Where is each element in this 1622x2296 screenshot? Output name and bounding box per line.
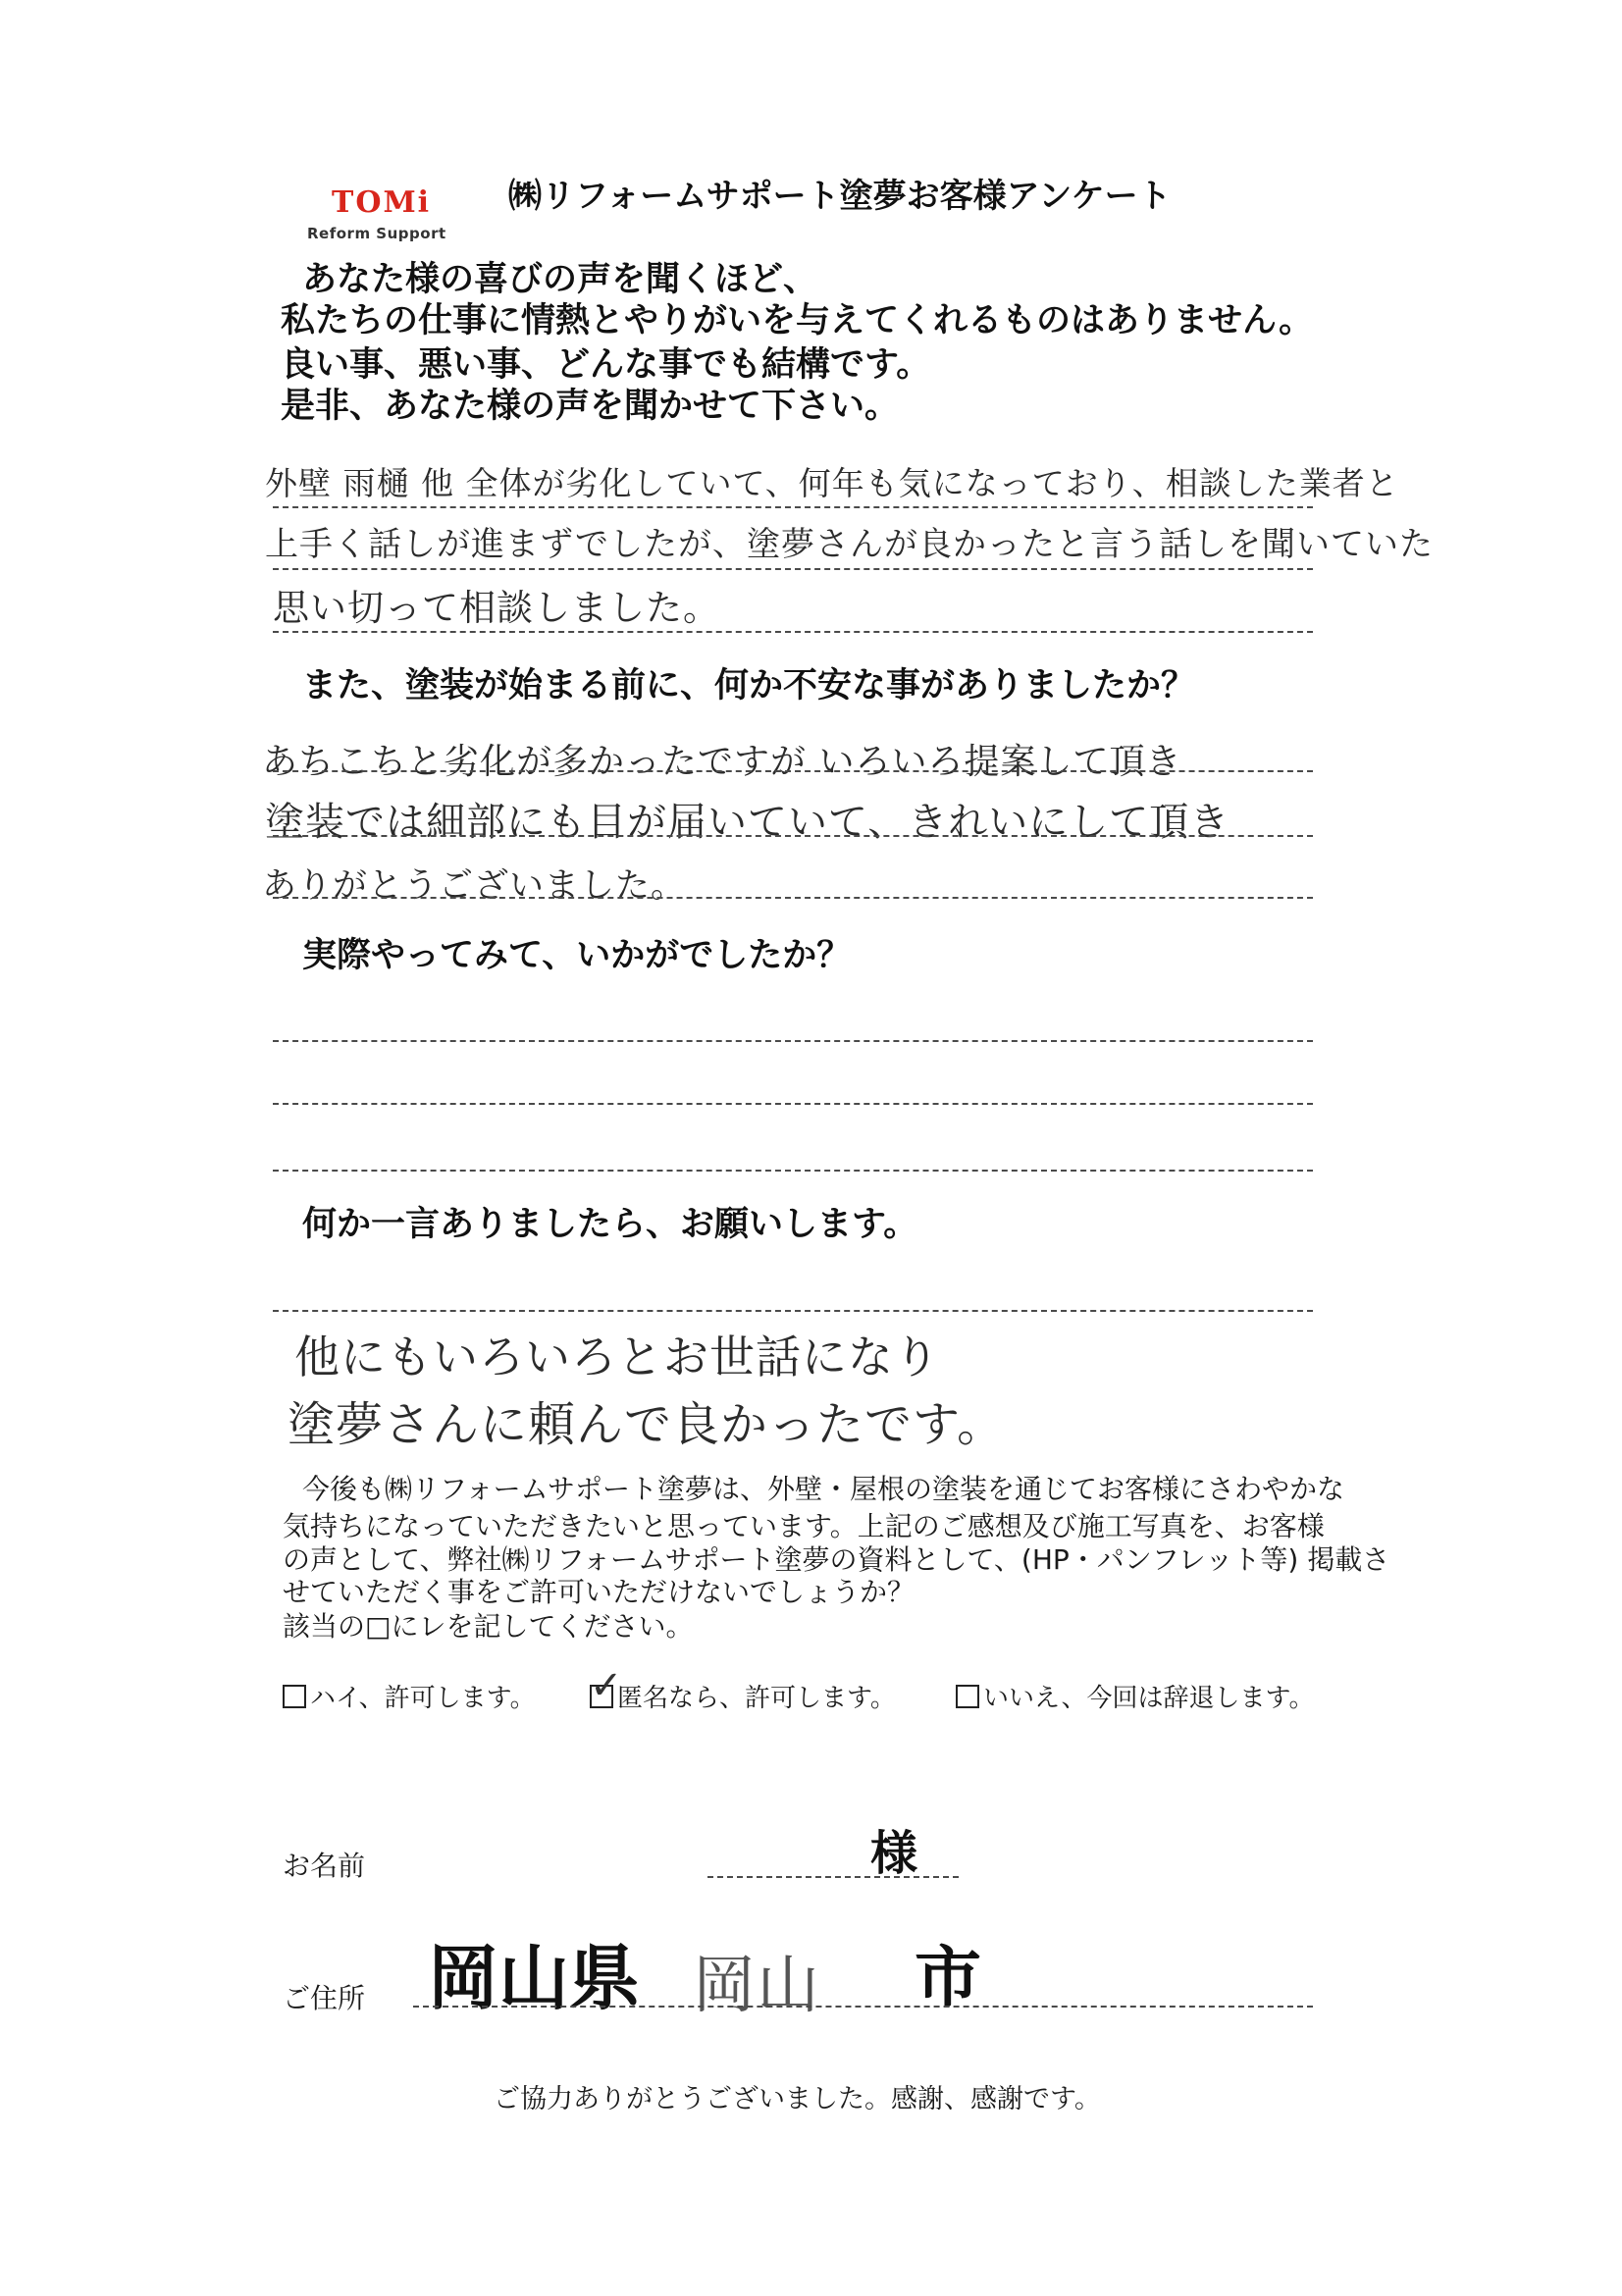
answer-rule <box>273 835 1313 837</box>
answer-rule <box>273 631 1313 633</box>
q1-answer-line-1: 外壁 雨樋 他 全体が劣化していて、何年も気になっており、相談した業者と <box>265 464 1399 502</box>
name-label: お名前 <box>283 1850 366 1882</box>
option-allow-anonymous[interactable] <box>590 1662 896 1714</box>
answer-rule <box>273 568 1313 570</box>
thank-you-footer: ご協力ありがとうございました。感謝、感謝です。 <box>494 2084 1101 2114</box>
checkbox[interactable] <box>590 1662 623 1708</box>
answer-rule <box>273 1310 1313 1312</box>
q2-label: また、塗装が始まる前に、何か不安な事がありましたか？ <box>302 666 1196 705</box>
survey-title: ㈱リフォームサポート塗夢お客様アンケート <box>508 177 1172 216</box>
answer-rule <box>273 770 1313 772</box>
permission-text-line-2: 気持ちになっていただきたいと思っています。上記のご感想及び施工写真を、お客様 <box>283 1510 1325 1542</box>
option-decline[interactable] <box>956 1678 1314 1714</box>
option-allow-label: ハイ、許可します。 <box>310 1684 536 1713</box>
q3-label: 実際やってみて、いかがでしたか？ <box>302 936 852 975</box>
address-label: ご住所 <box>283 1982 366 2014</box>
checkbox[interactable] <box>283 1685 306 1708</box>
q4-answer-line-1: 他にもいろいろとお世話になり <box>294 1331 940 1383</box>
intro-line-4: 是非、あなた様の声を聞かせて下さい。 <box>281 387 900 426</box>
option-decline-label: いいえ、今回は辞退します。 <box>983 1684 1315 1713</box>
q4-label: 何か一言ありましたら、お願いします。 <box>302 1205 918 1244</box>
q2-answer-line-2: 塗装では細部にも目が届いていて、きれいにして頂き <box>265 800 1230 845</box>
permission-text-line-5: 該当の□にレを記してください。 <box>283 1610 694 1643</box>
answer-rule <box>273 1103 1313 1105</box>
q1-answer-line-2: 上手く話しが進まずでしたが、塗夢さんが良かったと言う話しを聞いていた <box>265 525 1435 564</box>
address-prefecture: 岡山県 <box>428 1937 641 2019</box>
address-rule <box>413 2006 1313 2008</box>
intro-line-2: 私たちの仕事に情熱とやりがいを与えてくれるものはありません。 <box>281 301 1314 340</box>
checkbox[interactable] <box>956 1685 979 1708</box>
answer-rule <box>273 897 1313 899</box>
intro-line-1: あなた様の喜びの声を聞くほど、 <box>302 260 818 299</box>
answer-rule <box>273 1040 1313 1042</box>
name-rule <box>707 1876 959 1878</box>
permission-text-line-1: 今後も㈱リフォームサポート塗夢は、外壁・屋根の塗装を通じてお客様にさわやかな <box>302 1473 1345 1505</box>
name-suffix: 様 <box>870 1826 918 1881</box>
company-logo-subtitle: Reform Support <box>307 225 446 242</box>
permission-text-line-4: せていただく事をご許可いただけないでしょうか？ <box>283 1576 916 1608</box>
option-allow[interactable] <box>283 1678 536 1714</box>
intro-line-3: 良い事、悪い事、どんな事でも結構です。 <box>281 345 931 385</box>
check-mark-icon: ✓ <box>590 1662 623 1708</box>
q2-answer-line-1: あちこちと劣化が多かったですが いろいろ提案して頂き <box>262 742 1182 782</box>
address-city-handwritten: 岡山 <box>693 1950 820 2022</box>
permission-text-line-3: の声として、弊社㈱リフォームサポート塗夢の資料として、(HP・パンフレット等) 掲載さ <box>283 1543 1390 1576</box>
answer-rule <box>273 1170 1313 1172</box>
q2-answer-line-3: ありがとうございました。 <box>262 866 687 906</box>
company-logo: TOMi <box>332 185 432 220</box>
address-city-suffix: 市 <box>915 1940 982 2017</box>
q4-answer-line-2: 塗夢さんに頼んで良かったです。 <box>288 1397 1006 1452</box>
answer-rule <box>273 506 1313 508</box>
option-allow-anonymous-label: 匿名なら、許可します。 <box>617 1684 896 1713</box>
q1-answer-line-3: 思い切って相談しました。 <box>273 587 720 629</box>
